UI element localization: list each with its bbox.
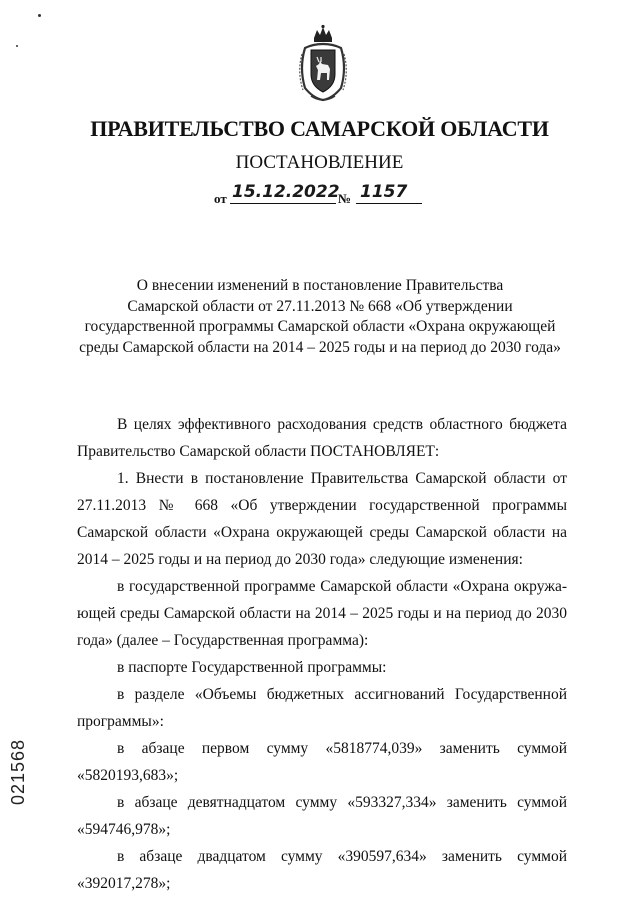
paragraph: в разделе «Объемы бюджетных ассигнований Государственной программы»: xyxy=(77,686,567,730)
document-subject xyxy=(60,276,580,358)
document-body xyxy=(77,411,567,897)
subject-line: Самарской области от 27.11.2013 № 668 «Об утверждении xyxy=(127,297,513,315)
emblem xyxy=(297,24,349,104)
subject-line: среды Самарской области на 2014 – 2025 годы и на период до 2030 года» xyxy=(79,338,561,356)
date-label: от xyxy=(214,191,227,206)
date-number-line xyxy=(214,182,434,210)
scan-speck xyxy=(16,45,18,47)
date-underline xyxy=(230,203,336,204)
subject-line: государственной программы Самарской области «Охрана окружающей xyxy=(84,318,556,335)
paragraph: в абзаце двадцатом сумму «390597,634» заменить суммой «392017,278»; xyxy=(77,848,567,892)
subject-line: О внесении изменений в постановление Правительства xyxy=(136,277,504,294)
paragraph: 1. Внести в постановление Правительства Самарской области от 27.11.2013 № 668 «Об утверждении государственной программы Самарской области «Охрана окружающей среды Самарской области на 2014 – 2025 годы и на период до 2030 года» следующие изменения: xyxy=(77,470,567,568)
scan-speck xyxy=(38,14,41,17)
side-serial-stamp: 021568 xyxy=(8,738,28,805)
samara-coat-of-arms-icon xyxy=(297,24,349,104)
org-title: ПРАВИТЕЛЬСТВО САМАРСКОЙ ОБЛАСТИ xyxy=(90,116,549,141)
document-type: ПОСТАНОВЛЕНИЕ xyxy=(235,152,404,173)
paragraph: в паспорте Государственной программы: xyxy=(117,659,387,676)
number-value: 1157 xyxy=(360,182,408,202)
number-label: № xyxy=(338,191,352,206)
number-underline xyxy=(356,203,422,204)
paragraph: в государственной программе Самарской области «Охрана окружа-ющей среды Самарской области на 2014 – 2025 годы и на период до 2030 года» (далее – Государственная программа): xyxy=(77,578,567,649)
paragraph: в абзаце первом сумму «5818774,039» заменить суммой «5820193,683»; xyxy=(77,740,567,784)
paragraph: В целях эффективного расходования средств областного бюджета Правительство Самарской области ПОСТАНОВЛЯЕТ: xyxy=(77,416,567,460)
date-value: 15.12.2022 xyxy=(232,182,340,202)
paragraph: в абзаце девятнадцатом сумму «593327,334» заменить суммой «594746,978»; xyxy=(77,794,567,838)
